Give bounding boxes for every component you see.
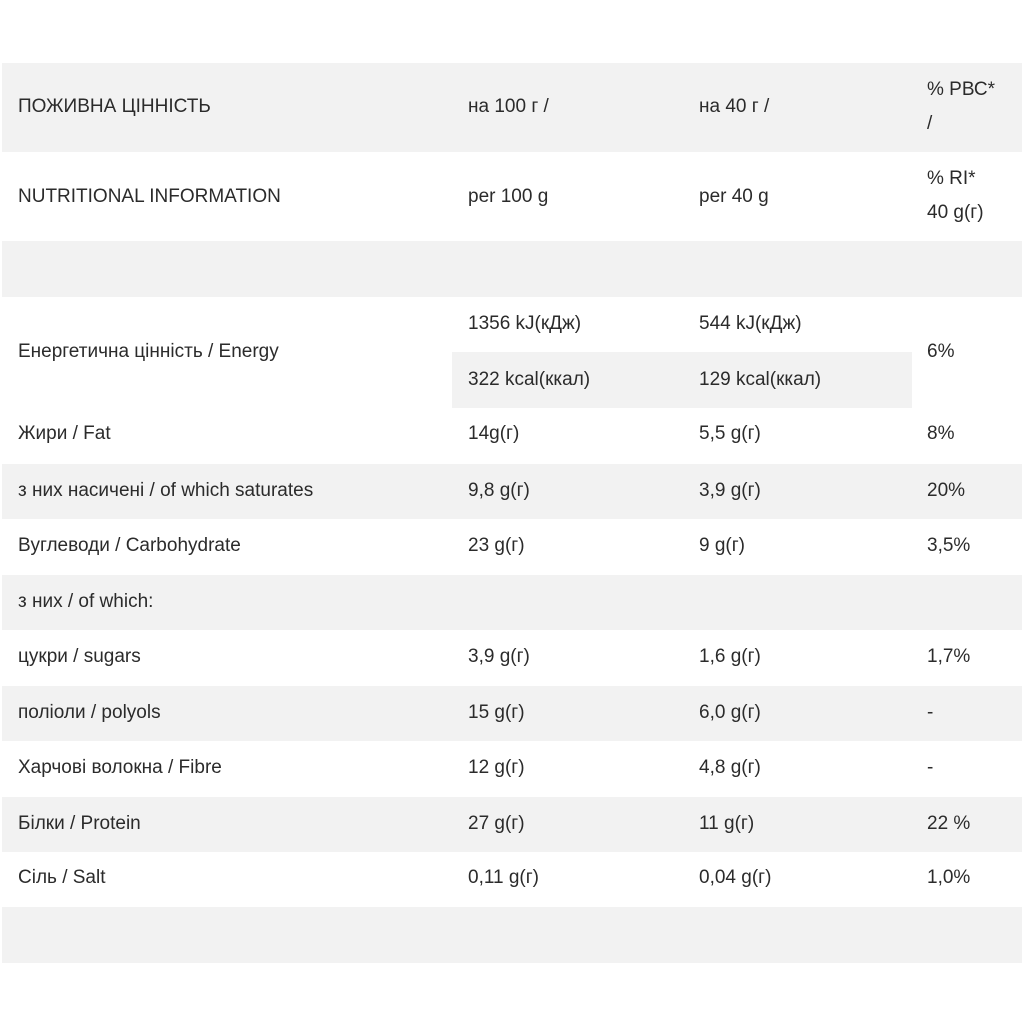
spacer-row bbox=[2, 241, 1022, 297]
row-label: Харчові волокна / Fibre bbox=[18, 757, 222, 778]
row-label: цукри / sugars bbox=[18, 646, 141, 667]
row-per100: 27 g(г) bbox=[468, 813, 525, 834]
header-ua-ri-line2: / bbox=[927, 113, 933, 134]
row-per100: 14g(г) bbox=[468, 423, 520, 444]
table-row bbox=[2, 575, 1022, 630]
row-per40: 11 g(г) bbox=[699, 813, 755, 834]
row-ri: 20% bbox=[927, 480, 966, 501]
table-row bbox=[2, 797, 1022, 852]
row-ri: 1,0% bbox=[927, 867, 971, 888]
row-per40: 0,04 g(г) bbox=[699, 867, 772, 888]
header-en-per100: per 100 g bbox=[468, 186, 549, 207]
header-ua-per100: на 100 г / bbox=[468, 96, 549, 117]
header-row-ua bbox=[2, 63, 1022, 152]
row-label: Сіль / Salt bbox=[18, 867, 106, 888]
footer-spacer-row bbox=[2, 907, 1022, 963]
table-row bbox=[2, 630, 1022, 686]
row-per40: 1,6 g(г) bbox=[699, 646, 761, 667]
row-per100: 3,9 g(г) bbox=[468, 646, 530, 667]
table-row bbox=[2, 519, 1022, 575]
table-row bbox=[2, 852, 1022, 907]
header-row-en bbox=[2, 152, 1022, 241]
table-row bbox=[2, 686, 1022, 741]
header-en-per40: per 40 g bbox=[699, 186, 769, 207]
energy-ri: 6% bbox=[927, 341, 955, 362]
row-per40: 6,0 g(г) bbox=[699, 702, 761, 723]
row-label: з них / of which: bbox=[18, 591, 154, 612]
row-label: Білки / Protein bbox=[18, 813, 141, 834]
row-label: Жири / Fat bbox=[18, 423, 111, 444]
header-en-title: NUTRITIONAL INFORMATION bbox=[18, 186, 281, 207]
row-ri: - bbox=[927, 702, 934, 723]
row-per100: 12 g(г) bbox=[468, 757, 525, 778]
energy-kcal-per100: 322 kcal(ккал) bbox=[468, 369, 591, 390]
energy-label: Енергетична цінність / Energy bbox=[18, 341, 279, 362]
row-per100: 15 g(г) bbox=[468, 702, 525, 723]
row-label: Вуглеводи / Carbohydrate bbox=[18, 535, 241, 556]
header-en-ri-line1: % RI* bbox=[927, 168, 976, 189]
row-per100: 9,8 g(г) bbox=[468, 480, 530, 501]
header-ua-title: ПОЖИВНА ЦІННІСТЬ bbox=[18, 96, 211, 117]
row-ri: 8% bbox=[927, 423, 955, 444]
header-ua-ri-line1: % РВС* bbox=[927, 79, 996, 100]
energy-kj-per100: 1356 kJ(кДж) bbox=[468, 313, 582, 334]
nutrition-table bbox=[2, 63, 1022, 963]
row-ri: 22 % bbox=[927, 813, 971, 834]
row-ri: 3,5% bbox=[927, 535, 971, 556]
row-per40: 4,8 g(г) bbox=[699, 757, 761, 778]
row-ri: 1,7% bbox=[927, 646, 971, 667]
row-label: з них насичені / of which saturates bbox=[18, 480, 314, 501]
row-label: поліоли / polyols bbox=[18, 702, 161, 723]
energy-kcal-per40: 129 kcal(ккал) bbox=[699, 369, 822, 390]
table-row bbox=[2, 741, 1022, 797]
row-per40: 3,9 g(г) bbox=[699, 480, 761, 501]
header-ua-per40: на 40 г / bbox=[699, 96, 770, 117]
table-row bbox=[2, 464, 1022, 519]
row-per100: 0,11 g(г) bbox=[468, 867, 539, 888]
table-row bbox=[2, 408, 1022, 464]
row-ri: - bbox=[927, 757, 934, 778]
row-per40: 5,5 g(г) bbox=[699, 423, 761, 444]
energy-row bbox=[2, 297, 1022, 408]
row-per40: 9 g(г) bbox=[699, 535, 745, 556]
energy-kj-per40: 544 kJ(кДж) bbox=[699, 313, 802, 334]
row-per100: 23 g(г) bbox=[468, 535, 525, 556]
header-en-ri-line2: 40 g(г) bbox=[927, 202, 984, 223]
